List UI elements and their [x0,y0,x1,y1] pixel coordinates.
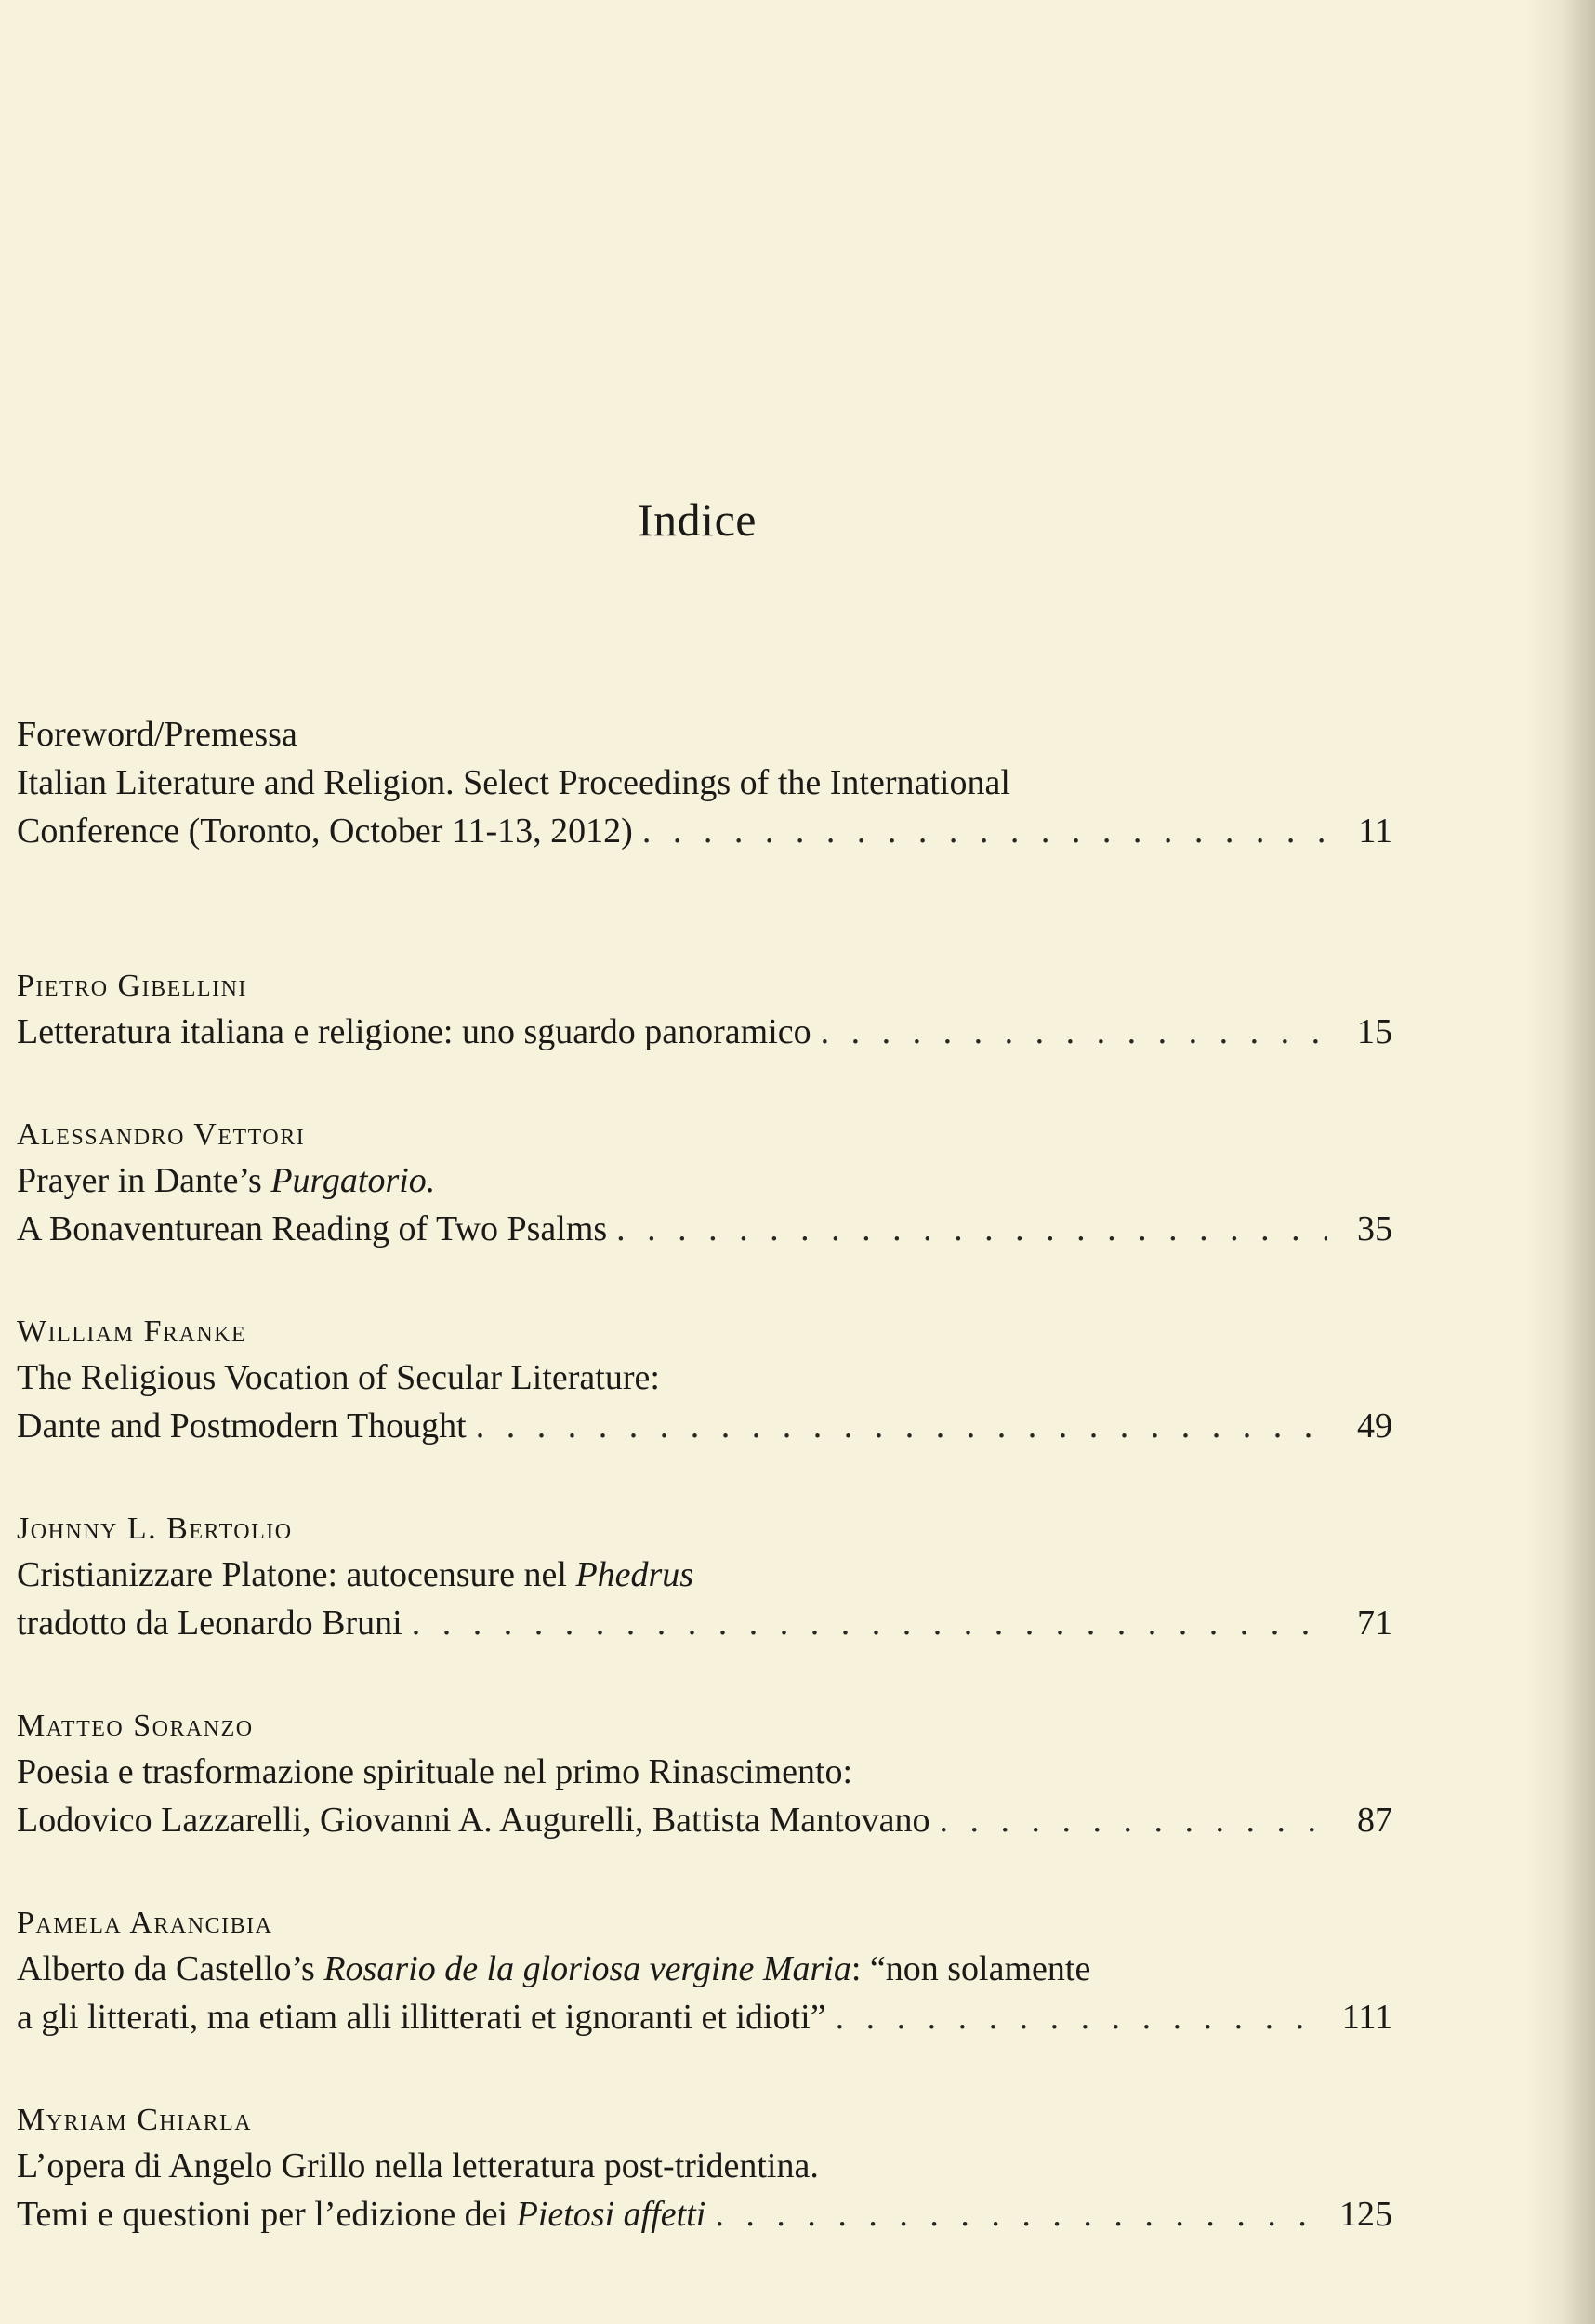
entry-title-line: L’opera di Angelo Grillo nella letteratura post-tridentina. [17,2146,819,2185]
toc-entry [17,2099,1392,2238]
entry-title-line: Prayer in Dante’s Purgatorio. [17,1161,436,1200]
entry-title-line: Lodovico Lazzarelli, Giovanni A. Augurelli, Battista Mantovano [17,1801,930,1840]
page-number: 49 [1357,1406,1392,1446]
toc-entry [17,710,1392,855]
dot-leader [412,1599,1327,1647]
toc-entry [17,1705,1392,1844]
toc-entry [17,1508,1392,1647]
page-number: 111 [1341,1998,1392,2037]
entry-title-line: Cristianizzare Platone: autocensure nel Phedrus [17,1555,694,1594]
toc-entry [17,1114,1392,1253]
page-number: 15 [1357,1012,1392,1051]
entry-title-line: A Bonaventurean Reading of Two Psalms [17,1209,608,1248]
entry-title-line: Foreword/Premessa [17,715,297,754]
entry-final-line [17,1796,1392,1844]
page-title: Indice [638,494,757,546]
entry-final-line [17,1205,1392,1253]
page-number: 71 [1357,1604,1392,1643]
entry-final-line [17,1993,1392,2041]
entry-author: Alessandro Vettori [17,1117,306,1152]
entry-title-line: Poesia e trasformazione spirituale nel primo Rinascimento: [17,1752,853,1791]
entry-title-line: Dante and Postmodern Thought [17,1406,467,1446]
entry-final-line [17,1008,1392,1056]
entry-final-line [17,807,1392,855]
entry-author: Pamela Arancibia [17,1906,273,1940]
entry-title-line: Temi e questioni per l’edizione dei Pietosi affetti [17,2195,706,2234]
dot-leader [940,1796,1328,1844]
dot-leader [836,1993,1327,2041]
dot-leader [821,1008,1327,1056]
entry-title-line: Alberto da Castello’s Rosario de la gloriosa vergine Maria: “non solamente [17,1949,1091,1988]
toc-entry [17,1902,1392,2041]
dot-leader [715,2190,1327,2238]
dot-leader [642,807,1327,855]
toc-entry [17,1311,1392,1450]
toc-entry [17,965,1392,1056]
page-number: 87 [1357,1801,1392,1840]
entry-author: Matteo Soranzo [17,1709,254,1743]
entry-title-line: Conference (Toronto, October 11-13, 2012) [17,812,633,851]
entry-title-line: The Religious Vocation of Secular Literature: [17,1358,660,1397]
page-number: 35 [1357,1209,1392,1248]
dot-leader [476,1402,1327,1450]
entry-title-line: tradotto da Leonardo Bruni [17,1604,402,1643]
entry-author: Johnny L. Bertolio [17,1512,293,1546]
entry-title-line: Italian Literature and Religion. Select Proceedings of the International [17,763,1010,802]
entry-author: Pietro Gibellini [17,969,247,1003]
entry-author: Myriam Chiarla [17,2103,253,2137]
entry-title-line: Letteratura italiana e religione: uno sguardo panoramico [17,1012,811,1051]
table-of-contents [17,710,1392,2296]
entry-author: William Franke [17,1314,247,1349]
entry-title-line: a gli litterati, ma etiam alli illitterati et ignoranti et idioti” [17,1998,826,2037]
page-number: 11 [1358,812,1392,851]
entry-final-line [17,1599,1392,1647]
dot-leader [616,1205,1327,1253]
page-number: 125 [1339,2195,1392,2234]
entry-final-line [17,1402,1392,1450]
entry-final-line [17,2190,1392,2238]
